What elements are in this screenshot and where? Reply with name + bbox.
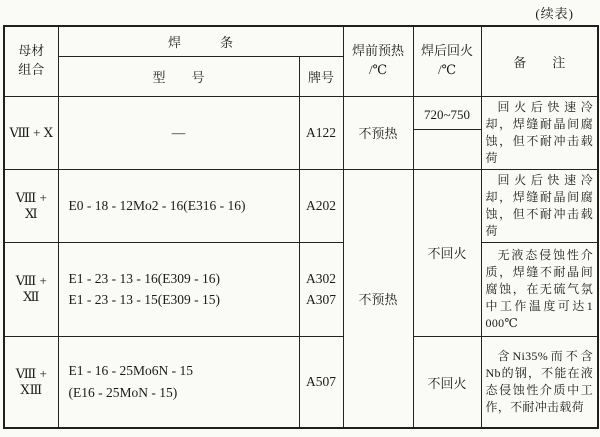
header-brand: 牌号 [299, 56, 343, 96]
preheat-cell: 不预热 [343, 96, 413, 169]
temper-subcell-top: 720~750 [414, 102, 481, 130]
model-line: E1 - 23 - 13 - 16(E309 - 16) [68, 270, 220, 286]
continued-table-note: (续表) [535, 6, 574, 21]
remark-cell [481, 242, 598, 336]
table-row [4, 336, 598, 428]
header-base-material-line2: 组合 [18, 62, 45, 78]
remark-cell [481, 96, 598, 169]
brand-cell [299, 96, 343, 169]
model-line: E1 - 23 - 13 - 15(E309 - 15) [68, 292, 220, 308]
header-base-material [4, 26, 58, 96]
model-cell [58, 96, 299, 169]
model-cell [58, 336, 299, 428]
brand-cell [299, 242, 343, 336]
remark-text: 无液态侵蚀性介质，焊缝不耐晶间腐蚀，在无硫气氛中工作温度可达1 000℃ [485, 247, 594, 330]
remark-text: 回火后快速冷却，焊缝耐晶间腐蚀，但不耐冲击载荷 [485, 172, 594, 238]
model-line: E1 - 16 - 25Mo6N - 15 [68, 363, 193, 379]
header-temper [413, 26, 481, 96]
base-material-cell: Ⅷ + ⅩⅢ [4, 336, 58, 428]
brand-line: A122 [306, 124, 336, 140]
header-electrode-group: 焊 条 [58, 26, 343, 56]
header-remarks: 备 注 [481, 26, 598, 96]
brand-line: A202 [306, 197, 336, 213]
preheat-cell-merged: 不预热 [343, 169, 413, 428]
model-cell [58, 242, 299, 336]
model-cell [58, 169, 299, 242]
model-line: (E16 - 25MoN - 15) [68, 385, 178, 400]
table-row [4, 169, 598, 242]
weld-electrode-table [3, 25, 599, 429]
header-preheat-line1: 焊前预热 [352, 43, 405, 59]
temper-subcell-bottom [414, 130, 481, 164]
header-preheat-unit: /℃ [368, 62, 388, 78]
header-temper-unit: /℃ [437, 62, 457, 78]
table-row [4, 242, 598, 336]
model-line: E0 - 18 - 12Mo2 - 16(E316 - 16) [68, 197, 246, 213]
remark-cell [481, 169, 598, 242]
temper-cell-merged: 不回火 [413, 169, 481, 336]
temper-cell: 不回火 [413, 336, 481, 428]
remark-cell [481, 336, 598, 428]
table-row [4, 96, 598, 169]
brand-cell [299, 169, 343, 242]
base-material-cell: Ⅷ + Ⅺ [4, 169, 58, 242]
model-line: — [171, 124, 186, 140]
base-material-cell: Ⅷ + Ⅻ [4, 242, 58, 336]
brand-line: A302 [306, 270, 336, 286]
remark-text: 回火后快速冷却，焊缝耐晶间腐蚀，但不耐冲击载荷 [485, 99, 594, 165]
header-model: 型 号 [58, 56, 299, 96]
brand-line: A307 [306, 292, 336, 308]
temper-cell-split [413, 96, 481, 169]
header-temper-line1: 焊后回火 [421, 43, 474, 59]
brand-line: A507 [306, 374, 336, 390]
header-preheat [343, 26, 413, 96]
brand-cell [299, 336, 343, 428]
base-material-cell: Ⅷ + Ⅹ [4, 96, 58, 169]
remark-text: 含Ni35%而不含Nb的钢，不能在液态侵蚀性介质中工作，不耐冲击载荷 [485, 348, 594, 415]
header-base-material-line1: 母材 [18, 43, 45, 59]
